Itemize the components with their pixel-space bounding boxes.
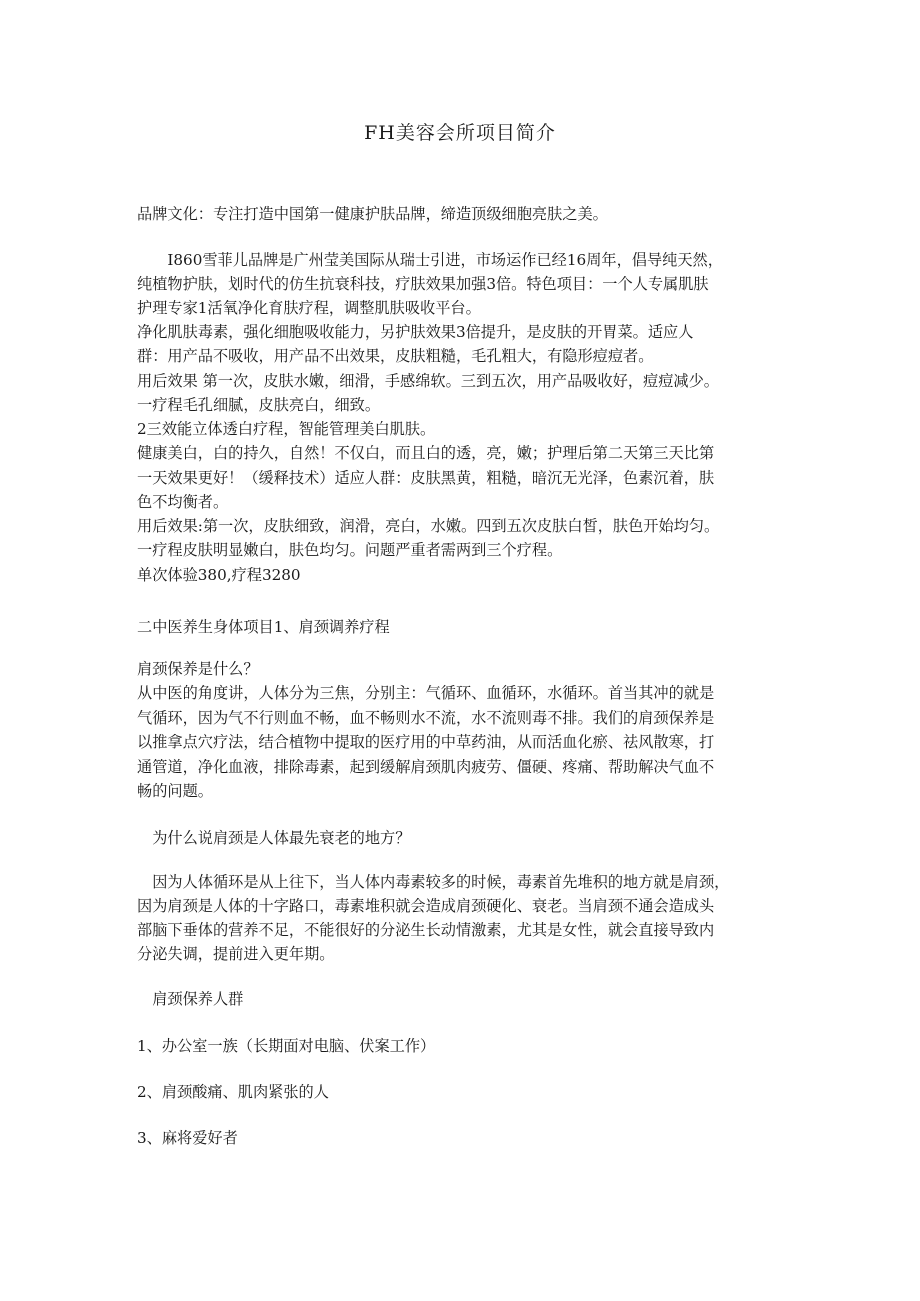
paragraph-line: 护理专家1活氧净化育肤疗程，调整肌肤吸收平台。 <box>137 299 481 317</box>
paragraph-line: 一疗程毛孔细腻，皮肤亮白，细致。 <box>137 396 380 414</box>
list-item: 1、办公室一族（长期面对电脑、伏案工作） <box>137 1037 436 1055</box>
paragraph-line: 健康美白，白的持久，自然！不仅白，而且白的透，亮，嫩；护理后第二天第三天比第 <box>137 444 715 462</box>
paragraph-line: 因为人体循环是从上往下，当人体内毒素较多的时候，毒素首先堆积的地方就是肩颈， <box>137 873 730 891</box>
paragraph-line: 分泌失调，提前进入更年期。 <box>137 945 335 963</box>
list-heading: 肩颈保养人群 <box>137 990 244 1008</box>
paragraph-line: 用后效果:第一次，皮肤细致，润滑，亮白，水嫩。四到五次皮肤白皙，肤色开始均匀。 <box>137 517 720 535</box>
price-line: 单次体验380,疗程3280 <box>137 566 301 584</box>
paragraph-line: I860雪菲儿品牌是广州莹美国际从瑞士引进，市场运作已经16周年，倡导纯天然， <box>137 251 723 269</box>
paragraph-line: 品牌文化：专注打造中国第一健康护肤品牌，缔造顶级细胞亮肤之美。 <box>137 205 608 223</box>
paragraph-line: 从中医的角度讲，人体分为三焦，分别主：气循环、血循环，水循环。首当其冲的就是 <box>137 684 715 702</box>
paragraph-line: 用后效果 第一次，皮肤水嫩，细滑，手感绵软。三到五次，用产品吸收好，痘痘减少。 <box>137 372 719 390</box>
paragraph-line: 部脑下垂体的营养不足，不能很好的分泌生长动情激素，尤其是女性，就会直接导致内 <box>137 921 715 939</box>
paragraph-line: 气循环，因为气不行则血不畅，血不畅则水不流，水不流则毒不排。我们的肩颈保养是 <box>137 709 715 727</box>
paragraph-line: 净化肌肤毒素，强化细胞吸收能力，另护肤效果3倍提升，是皮肤的开胃菜。适应人 <box>137 323 694 341</box>
list-item: 3、麻将爱好者 <box>137 1129 238 1147</box>
document-title: FH美容会所项目简介 <box>364 122 556 144</box>
question-heading: 肩颈保养是什么？ <box>137 660 259 678</box>
paragraph-line: 纯植物护肤，划时代的仿生抗衰科技，疗肤效果加强3倍。特色项目：一个人专属肌肤 <box>137 275 709 293</box>
paragraph-line: 畅的问题。 <box>137 782 213 800</box>
paragraph-line: 群：用产品不吸收，用产品不出效果，皮肤粗糙，毛孔粗大，有隐形痘痘者。 <box>137 347 654 365</box>
paragraph-line: 以推拿点穴疗法，结合植物中提取的医疗用的中草药油，从而活血化瘀、祛风散寒，打 <box>137 733 715 751</box>
question-heading: 为什么说肩颈是人体最先衰老的地方？ <box>137 829 411 847</box>
paragraph-line: 一天效果更好！（缓释技术）适应人群：皮肤黑黄，粗糙，暗沉无光泽，色素沉着，肤 <box>137 469 715 487</box>
paragraph-line: 2三效能立体透白疗程，智能管理美白肌肤。 <box>137 420 436 438</box>
paragraph-line: 因为肩颈是人体的十字路口，毒素堆积就会造成肩颈硬化、衰老。当肩颈不通会造成头 <box>137 897 715 915</box>
paragraph-line: 色不均衡者。 <box>137 493 229 511</box>
list-item: 2、肩颈酸痛、肌肉紧张的人 <box>137 1083 329 1101</box>
section-heading: 二中医养生身体项目1、肩颈调养疗程 <box>137 618 390 636</box>
paragraph-line: 一疗程皮肤明显嫩白，肤色均匀。问题严重者需两到三个疗程。 <box>137 541 563 559</box>
paragraph-line: 通管道，净化血液，排除毒素，起到缓解肩颈肌肉疲劳、僵硬、疼痛、帮助解决气血不 <box>137 758 715 776</box>
